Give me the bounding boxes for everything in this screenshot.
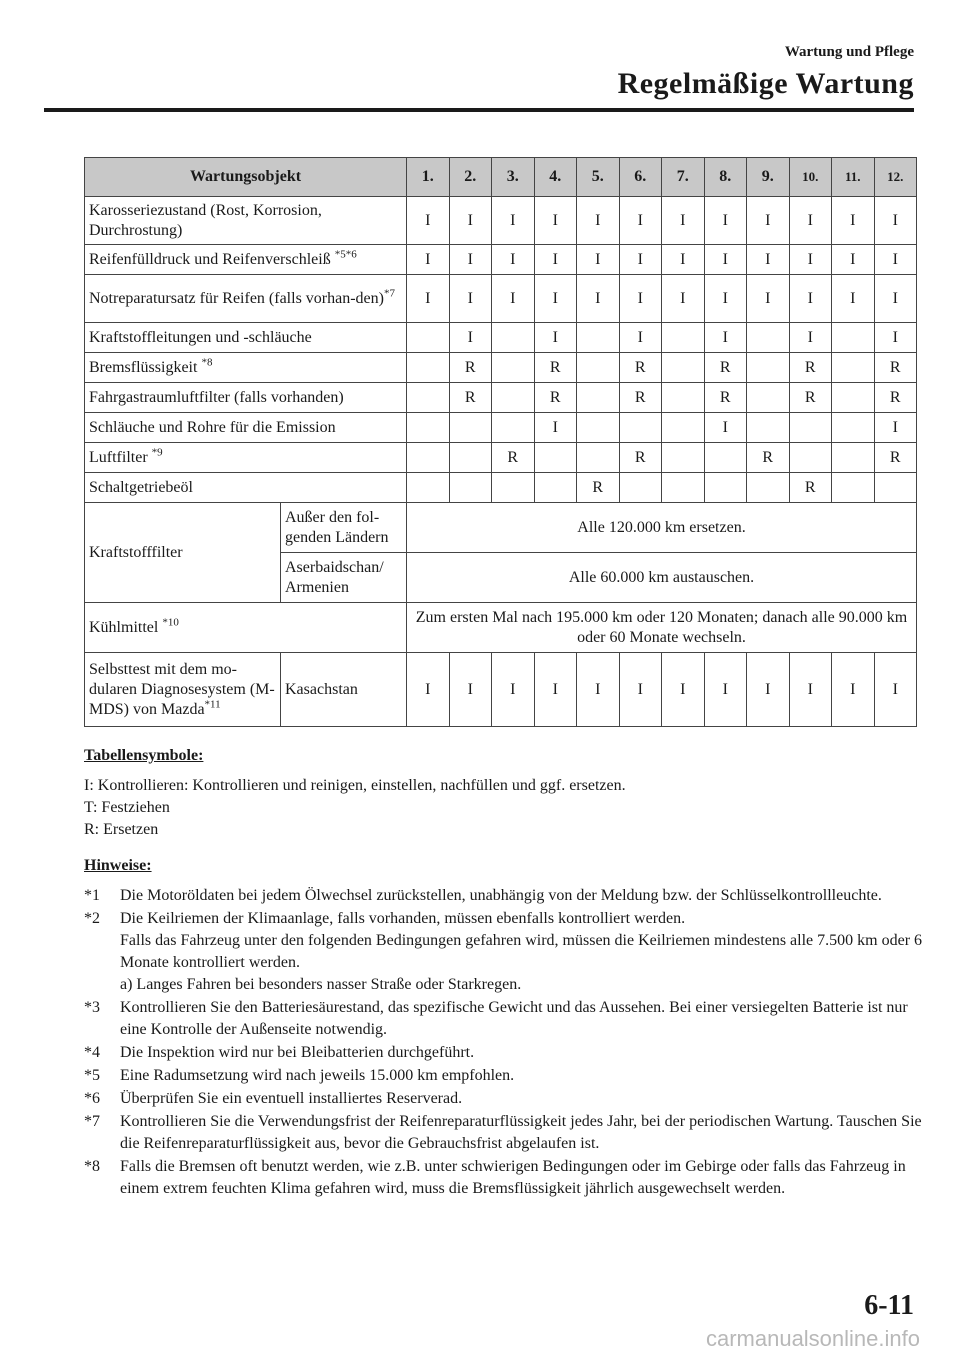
interval-cell: I	[747, 653, 790, 727]
item-label: Bremsflüssigkeit	[89, 358, 202, 376]
interval-cell: I	[662, 653, 705, 727]
footnote-number: *2	[84, 910, 100, 927]
page-number: 6-11	[864, 1290, 914, 1321]
interval-cell: I	[662, 275, 705, 323]
footnote-text: Überprüfen Sie ein eventuell installiertes Reserverad.	[120, 1090, 463, 1107]
interval-cell: I	[704, 245, 747, 275]
interval-cell: R	[492, 443, 535, 473]
interval-cell	[662, 323, 705, 353]
interval-cell	[449, 443, 492, 473]
interval-cell: I	[577, 245, 620, 275]
table-row	[85, 275, 917, 323]
interval-cell: R	[789, 473, 832, 503]
interval-cell	[407, 413, 450, 443]
interval-cell: I	[407, 275, 450, 323]
footnote-ref: *5*6	[334, 248, 357, 261]
interval-cell: I	[492, 275, 535, 323]
col-header-3: 3.	[492, 158, 535, 197]
col-header-item: Wartungsobjekt	[85, 158, 407, 197]
interval-cell: R	[874, 353, 917, 383]
interval-cell: I	[662, 197, 705, 245]
table-row	[85, 353, 917, 383]
footnote-extra: Falls das Fahrzeug unter den folgenden Bedingungen gefahren wird, müssen die Keilriemen mindestens alle 7.500 km oder 6 Monate kontrolliert werden.	[120, 932, 923, 971]
interval-cell	[577, 383, 620, 413]
legend-item: T: Festziehen	[84, 799, 170, 816]
interval-cell	[789, 413, 832, 443]
col-header-12: 12.	[874, 158, 917, 197]
item-cell: Kraftstofffilter	[85, 503, 281, 603]
footnote-ref: *8	[201, 356, 213, 369]
interval-cell: I	[704, 653, 747, 727]
interval-cell: I	[747, 197, 790, 245]
interval-cell	[832, 353, 875, 383]
interval-cell: I	[449, 653, 492, 727]
footnote-text: Die Inspektion wird nur bei Bleibatterien durchgeführt.	[120, 1044, 475, 1061]
interval-cell: I	[832, 653, 875, 727]
interval-cell: I	[449, 275, 492, 323]
item-cell	[85, 653, 281, 727]
item-cell	[85, 353, 407, 383]
footnote	[84, 1111, 924, 1155]
table-row	[85, 653, 917, 727]
table-row	[85, 323, 917, 353]
footnote-text: Eine Radumsetzung wird nach jeweils 15.000 km empfohlen.	[120, 1067, 515, 1084]
footnote-text-block	[120, 1111, 924, 1155]
table-header-row	[85, 158, 917, 197]
interval-note: Zum ersten Mal nach 195.000 km oder 120 Monaten; danach alle 90.000 km oder 60 Monate wechseln.	[407, 603, 917, 653]
interval-cell: I	[789, 653, 832, 727]
footnote-text: Falls die Bremsen oft benutzt werden, wie z.B. unter schwierigen Bedingungen oder im Gebirge oder falls das Fahrzeug in einem extrem feuchten Klima gefahren wird, muss die Bremsflüssigkeit jährlich ausgewechselt werden.	[120, 1158, 906, 1197]
interval-cell	[492, 383, 535, 413]
interval-cell: I	[407, 197, 450, 245]
footnote	[84, 885, 924, 907]
interval-cell: I	[619, 245, 662, 275]
item-cell	[85, 245, 407, 275]
interval-cell	[662, 383, 705, 413]
interval-cell: I	[747, 245, 790, 275]
interval-cell: I	[789, 197, 832, 245]
interval-cell: R	[577, 473, 620, 503]
interval-cell: I	[662, 245, 705, 275]
footnote	[84, 997, 924, 1041]
legend-item: I: Kontrollieren: Kontrollieren und reinigen, einstellen, nachfüllen und ggf. ersetzen.	[84, 777, 626, 794]
table-row	[85, 443, 917, 473]
interval-cell: I	[619, 197, 662, 245]
footnote	[84, 908, 924, 996]
interval-cell: I	[407, 653, 450, 727]
interval-cell	[747, 383, 790, 413]
item-cell	[85, 383, 407, 413]
interval-cell	[662, 443, 705, 473]
interval-cell: I	[747, 275, 790, 323]
interval-cell: I	[704, 323, 747, 353]
interval-cell	[492, 353, 535, 383]
interval-cell	[492, 473, 535, 503]
item-label: Kraftstoffleitungen und -schläuche	[89, 328, 312, 346]
region-cell: Kasachstan	[281, 653, 407, 727]
col-header-7: 7.	[662, 158, 705, 197]
interval-cell	[407, 473, 450, 503]
interval-cell	[449, 473, 492, 503]
legend-item: R: Ersetzen	[84, 821, 159, 838]
item-label: Fahrgastraumluftfilter (falls vorhanden)	[89, 388, 344, 406]
interval-cell: I	[789, 275, 832, 323]
col-header-4: 4.	[534, 158, 577, 197]
interval-cell: I	[492, 197, 535, 245]
footnote-text-block	[120, 885, 924, 907]
footnote-text-block	[120, 997, 924, 1041]
interval-cell	[704, 443, 747, 473]
interval-cell: R	[619, 443, 662, 473]
interval-cell	[662, 413, 705, 443]
interval-cell	[577, 443, 620, 473]
footnote-text: Die Motoröldaten bei jedem Ölwechsel zurückstellen, unabhängig von der Meldung bzw. der Schlüsselkontrollleuchte.	[120, 887, 882, 904]
footnote-text-block	[120, 1042, 924, 1064]
item-cell	[85, 413, 407, 443]
interval-cell: R	[874, 383, 917, 413]
item-label: Schläuche und Rohre für die Emission	[89, 418, 336, 436]
footnote-number: *4	[84, 1044, 100, 1061]
footnote-text-block	[120, 1088, 924, 1110]
table-row	[85, 197, 917, 245]
interval-cell	[789, 443, 832, 473]
interval-cell: I	[704, 275, 747, 323]
interval-note: Alle 60.000 km austauschen.	[407, 553, 917, 603]
footnote-text-block	[120, 1065, 924, 1087]
interval-cell	[662, 353, 705, 383]
legend-list	[84, 775, 924, 841]
table-row	[85, 503, 917, 553]
interval-cell: R	[747, 443, 790, 473]
page-title: Regelmäßige Wartung	[617, 67, 914, 100]
interval-cell	[832, 443, 875, 473]
col-header-9: 9.	[747, 158, 790, 197]
interval-cell: I	[832, 275, 875, 323]
interval-cell: I	[492, 653, 535, 727]
interval-cell: I	[874, 653, 917, 727]
interval-cell	[449, 413, 492, 443]
interval-cell	[832, 383, 875, 413]
footnote-ref: *10	[162, 616, 179, 629]
footnote-number: *3	[84, 999, 100, 1016]
item-label: Luftfilter	[89, 448, 152, 466]
item-label: Schaltgetriebeöl	[89, 478, 193, 496]
maintenance-table	[84, 157, 917, 727]
notes-section	[84, 855, 924, 1200]
interval-cell: I	[704, 413, 747, 443]
col-header-8: 8.	[704, 158, 747, 197]
interval-cell	[874, 473, 917, 503]
interval-cell: I	[534, 245, 577, 275]
section-title: Wartung und Pflege	[784, 44, 914, 60]
item-label: Karosseriezustand (Rost, Korrosion, Durchrostung)	[89, 201, 322, 239]
interval-cell: I	[577, 275, 620, 323]
interval-cell	[619, 413, 662, 443]
interval-cell: R	[449, 353, 492, 383]
interval-cell	[619, 473, 662, 503]
footnote-text: Die Keilriemen der Klimaanlage, falls vorhanden, müssen ebenfalls kontrolliert werden.	[120, 910, 686, 927]
interval-cell	[577, 323, 620, 353]
page-header	[618, 44, 914, 101]
footnote	[84, 1042, 924, 1064]
item-cell	[85, 603, 407, 653]
col-header-11: 11.	[832, 158, 875, 197]
item-label: Kühlmittel	[89, 618, 163, 636]
interval-cell: I	[874, 413, 917, 443]
interval-cell: I	[874, 275, 917, 323]
interval-cell: I	[577, 653, 620, 727]
table-row	[85, 383, 917, 413]
footnote-ref: *9	[151, 446, 163, 459]
footnote-subitem: a) Langes Fahren bei besonders nasser Straße oder Starkregen.	[120, 976, 522, 993]
interval-cell	[747, 413, 790, 443]
col-header-6: 6.	[619, 158, 662, 197]
region-cell: Aserbaidschan/ Armenien	[281, 553, 407, 603]
footnote	[84, 1156, 924, 1200]
item-cell	[85, 197, 407, 245]
interval-cell: I	[534, 275, 577, 323]
header-rule	[44, 108, 914, 112]
interval-cell: I	[534, 413, 577, 443]
footnote	[84, 1065, 924, 1087]
interval-cell: I	[449, 245, 492, 275]
interval-cell: R	[619, 353, 662, 383]
interval-cell: R	[534, 353, 577, 383]
interval-cell: I	[874, 245, 917, 275]
interval-cell: R	[449, 383, 492, 413]
table-body	[85, 197, 917, 727]
interval-cell: I	[534, 653, 577, 727]
interval-cell: I	[449, 197, 492, 245]
notes-list	[84, 885, 924, 1200]
footnote-text: Kontrollieren Sie die Verwendungsfrist der Reifenreparaturflüssigkeit jedes Jahr, bei der periodischen Wartung. Tauschen Sie die Reifenreparaturflüssigkeit aus, bevor die Gebrauchsfrist abgelaufen ist.	[120, 1113, 922, 1152]
interval-cell: I	[789, 323, 832, 353]
interval-cell: R	[789, 353, 832, 383]
table-row	[85, 603, 917, 653]
interval-cell: R	[704, 383, 747, 413]
interval-cell	[747, 353, 790, 383]
interval-cell: I	[619, 275, 662, 323]
interval-cell: I	[534, 323, 577, 353]
footnote-number: *1	[84, 887, 100, 904]
interval-cell: I	[704, 197, 747, 245]
interval-cell: R	[619, 383, 662, 413]
footnote-number: *5	[84, 1067, 100, 1084]
interval-cell: I	[449, 323, 492, 353]
interval-cell: I	[619, 323, 662, 353]
col-header-5: 5.	[577, 158, 620, 197]
item-label: Reifenfülldruck und Reifenverschleiß	[89, 250, 335, 268]
interval-cell	[832, 473, 875, 503]
interval-cell: I	[534, 197, 577, 245]
interval-cell: I	[789, 245, 832, 275]
item-cell	[85, 443, 407, 473]
interval-cell	[534, 443, 577, 473]
interval-cell: I	[577, 197, 620, 245]
interval-cell	[832, 323, 875, 353]
interval-cell: I	[832, 245, 875, 275]
interval-cell	[832, 413, 875, 443]
interval-note: Alle 120.000 km ersetzen.	[407, 503, 917, 553]
region-cell: Außer den fol-genden Ländern	[281, 503, 407, 553]
item-cell	[85, 473, 407, 503]
table-row	[85, 245, 917, 275]
interval-cell	[534, 473, 577, 503]
interval-cell: I	[407, 245, 450, 275]
interval-cell: I	[874, 197, 917, 245]
interval-cell	[407, 323, 450, 353]
interval-cell: R	[789, 383, 832, 413]
legend-heading: Tabellensymbole:	[84, 747, 204, 764]
item-label: Selbsttest mit dem mo-dularen Diagnosesystem (M-MDS) von Mazda	[89, 660, 275, 718]
footnote	[84, 1088, 924, 1110]
interval-cell: R	[874, 443, 917, 473]
interval-cell	[407, 353, 450, 383]
interval-cell: I	[832, 197, 875, 245]
footnote-number: *6	[84, 1090, 100, 1107]
table-row	[85, 413, 917, 443]
interval-cell	[577, 413, 620, 443]
interval-cell	[577, 353, 620, 383]
col-header-2: 2.	[449, 158, 492, 197]
interval-cell	[407, 383, 450, 413]
interval-cell	[747, 473, 790, 503]
interval-cell	[747, 323, 790, 353]
interval-cell	[662, 473, 705, 503]
footnote-text: Kontrollieren Sie den Batteriesäurestand, das spezifische Gewicht und das Aussehen. Bei einer versiegelten Batterie ist nur eine Kontrolle der Außenseite notwendig.	[120, 999, 908, 1038]
interval-cell: R	[704, 353, 747, 383]
notes-heading: Hinweise:	[84, 857, 152, 874]
footnote-text-block	[120, 1156, 924, 1200]
footnote-ref: *11	[204, 698, 221, 711]
interval-cell	[704, 473, 747, 503]
interval-cell: I	[492, 245, 535, 275]
item-label: Notreparatursatz für Reifen (falls vorhan-den)	[89, 289, 384, 307]
interval-cell	[407, 443, 450, 473]
interval-cell: I	[619, 653, 662, 727]
col-header-1: 1.	[407, 158, 450, 197]
footnote-number: *8	[84, 1158, 100, 1175]
legend-section	[84, 745, 924, 1201]
footnote-number: *7	[84, 1113, 100, 1130]
item-cell	[85, 323, 407, 353]
item-cell	[85, 275, 407, 323]
interval-cell: I	[874, 323, 917, 353]
interval-cell	[492, 413, 535, 443]
interval-cell	[492, 323, 535, 353]
table-row	[85, 473, 917, 503]
watermark: carmanualsonline.info	[705, 1326, 920, 1351]
footnote-ref: *7	[383, 287, 395, 300]
col-header-10: 10.	[789, 158, 832, 197]
interval-cell: R	[534, 383, 577, 413]
footnote-text-block	[120, 908, 924, 996]
